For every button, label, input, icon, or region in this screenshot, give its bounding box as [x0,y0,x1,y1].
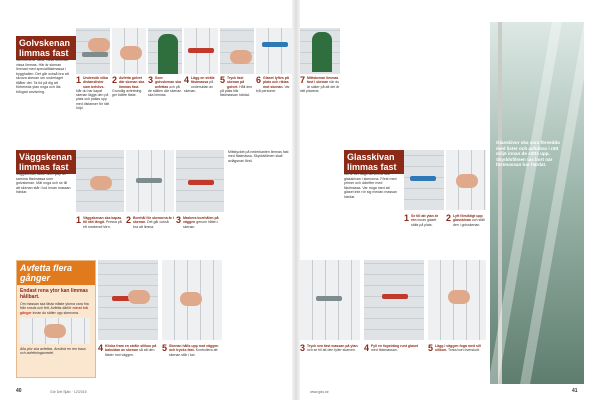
spread-gutter [292,0,300,400]
step-photo-4 [184,28,218,74]
footer-right: www.gds.se [310,390,329,394]
step-photo-glas-5 [428,260,486,340]
step-caption-glas-2: 2 Lyft försiktigt upp glasskivan och ställ den i golvskenan. [446,214,485,227]
section-intro-glasskivan: Nu är det dags att limma fast glasskivan i skenorna. Först med primer och därefter med fästmassa. Var noga med att glaset inte rör sig medan massan härdar. [344,172,397,199]
step-caption-2: 2 Avfetta golvet där skenan ska limmas fast. Grundlig avfettning ger bättre fäste. [112,76,145,98]
section-title-vaggskenan: Väggskenan limmas fast [16,150,78,174]
step-photo-glas-4 [364,260,424,340]
right-page [300,22,584,384]
step-photo-glas-1 [404,150,444,210]
sidebar-avfetta [16,260,96,378]
step-photo-vagg-4 [98,260,158,340]
step-caption-glas-4: 4 Fyll en fogsträng runt glaset med fästmassan. [364,344,419,353]
step-caption-6: 6 Glaset lyftes på plats och riktas mot skenan. Var två personer. [256,76,290,93]
side-note: Mittstycket på nederkanten limmas fast med fästmassa. Skyddsfilmen skall avlägsnas först. [228,150,289,163]
step-caption-4: 4 Lägg en stråle fästmassa på undersidan av skenan. [184,76,215,93]
step-caption-1: 1 Undersök vilka distanslister som behövs. Når du har kapat skenan läggs den på plats och pallas upp med distanser för rätt höjd. [76,76,110,111]
step-caption-vagg-2: 2 Borrhål för skenorna är i skenan. Det går också bra att limma. [126,216,174,229]
sidebar-lead: Endast rena ytor kan limmas hållbart. [20,288,89,300]
step-photo-glas-3 [300,260,360,340]
step-photo-2 [112,28,146,74]
sidebar-caption: Alla ytor ska avfettas. Använd en ren trasa och avfettningsmedel. [20,346,86,356]
section-title-glasskivan: Glasskivan limmas fast [344,150,406,174]
step-caption-glas-5: 5 Lägg i väggen foga med sill silikon. Torka bort överskott. [428,344,481,353]
step-photo-1 [76,28,110,74]
step-caption-glas-3: 3 Tryck sen fast massan på ytan och se till att den fyller skarven. [300,344,358,353]
step-caption-7: 7 Mittskenan limmas fast i skenan när du är säker på att det är rätt placerat. [300,76,340,93]
step-caption-5: 5 Tryck fast skenan på golvet. Håll den på plats tills fästmassan härdat. [220,76,253,98]
step-caption-vagg-1: 1 Väggskenan ska kapas till rätt längd. Pressa på ett markerat hörn. [76,216,122,229]
left-page [16,22,292,384]
footer-left: Gör Det Själv · 12/2015 [50,390,87,394]
page-number-right: 41 [572,388,578,394]
sidebar-body: Om massan ska fästa måste ytorna vara fria från smuts och fett. Avfetta därför minst två gånger innan du sätter upp skenorna. [20,302,89,315]
step-caption-vagg-3: 3 Markera borrhålen på väggen genom hålen i skenan. [176,216,219,229]
sidebar-photo [20,318,90,344]
step-caption-vagg-5: 5 Skenan hålls upp mot väggen och trycks fast. Kontrollera att skenan står i lod. [162,344,219,357]
step-photo-vagg-5 [162,260,222,340]
step-photo-5 [220,28,254,74]
step-caption-3: 3 Som golvskenan ska avfettas och på de ställen där skenan ska limmas. [148,76,182,98]
page-number-left: 40 [16,388,22,394]
step-caption-glas-1: 1 Se till att ytan är ren innan glaset sätts på plats. [404,214,439,227]
glass-wall-photo [490,22,584,384]
section-intro-vaggskenan: Väggskenan fästs med hjälp av samma fästmassa som golvskenan. Mät noga och se till att skenan står i lod innan massan härdar. [16,172,71,194]
step-caption-vagg-4: 4 Klicka fram en stråle silikon på baksidan av skenan så att den fäster mot väggen. [98,344,157,357]
step-photo-7 [300,28,340,74]
step-photo-vagg-1 [76,150,124,212]
step-photo-6 [256,28,292,74]
step-photo-glas-2 [446,150,486,210]
step-photo-3 [148,28,182,74]
section-intro-golvskenan: Skenorna är olika, vissa skruvas, vissa limmas. Här är skenan limmad med specialfästmassa i bygghallen. Det går också bra att skruva skenan om underlaget tillåter det. Ta tid på dig att förbereda ytan noga och läs bifogad anvisning. [16,58,69,94]
step-photo-vagg-3 [176,150,224,212]
section-title-golvskenan: Golvskenan limmas fast [16,36,78,60]
sidebar-title: Avfetta flera gånger [17,261,95,285]
photo-tip-text: Glasskivor ska vara försedda med lister och avfuktas i rätt miljö innan de sätts upp. Skyddsfilmen tas bort när fästmassan har härdat. [496,140,560,168]
step-photo-vagg-2 [126,150,174,212]
